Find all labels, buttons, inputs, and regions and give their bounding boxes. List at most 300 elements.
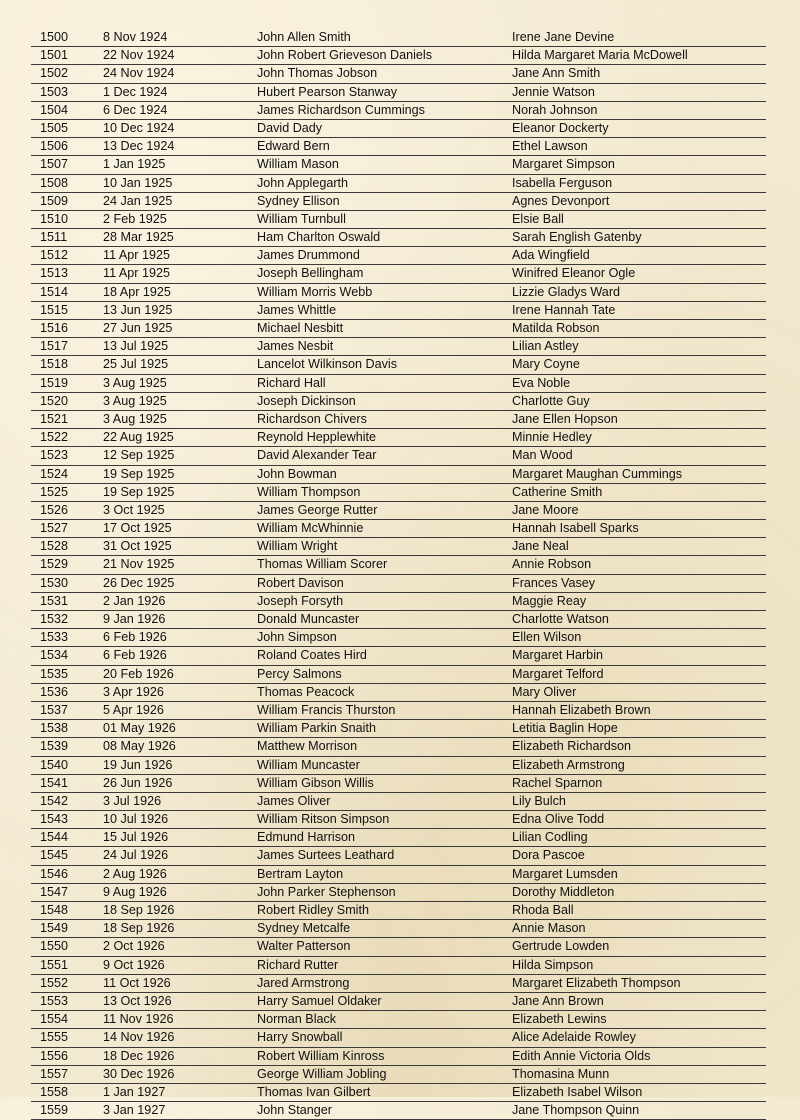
table-row xyxy=(31,411,766,429)
marriage-date: 17 Oct 1925 xyxy=(103,521,172,536)
groom-name: Donald Muncaster xyxy=(257,612,360,626)
table-row xyxy=(31,120,766,138)
groom-name: William Parkin Snaith xyxy=(257,721,376,736)
marriage-date: 2 Oct 1926 xyxy=(103,939,165,954)
bride-name: Lily Bulch xyxy=(512,793,566,808)
bride-name: Irene Jane Devine xyxy=(512,30,615,44)
bride-name: Hilda Simpson xyxy=(512,957,594,972)
entry-number: 1530 xyxy=(40,575,69,590)
table-row xyxy=(31,320,766,338)
table-row xyxy=(31,47,766,65)
marriage-date: 31 Oct 1925 xyxy=(103,539,172,554)
marriage-date: 10 Jan 1925 xyxy=(103,175,173,190)
table-row xyxy=(31,29,766,47)
marriage-date: 1 Jan 1925 xyxy=(103,157,166,172)
groom-name: William Muncaster xyxy=(257,757,360,772)
table-row xyxy=(31,1011,766,1029)
table-row xyxy=(31,738,766,756)
marriage-date: 30 Dec 1926 xyxy=(103,1066,175,1081)
groom-name: Thomas Ivan Gilbert xyxy=(257,1084,371,1099)
groom-name: James Richardson Cummings xyxy=(257,102,425,117)
table-row xyxy=(31,338,766,356)
marriage-date: 9 Oct 1926 xyxy=(103,957,165,972)
marriage-date: 2 Jan 1926 xyxy=(103,593,166,608)
groom-name: George William Jobling xyxy=(257,1066,387,1081)
bride-name: Rhoda Ball xyxy=(512,903,574,917)
entry-number: 1538 xyxy=(40,721,69,736)
bride-name: Elsie Ball xyxy=(512,211,564,226)
bride-name: Jane Moore xyxy=(512,502,579,517)
table-row xyxy=(31,375,766,393)
table-row xyxy=(31,684,766,702)
bride-name: Margaret Lumsden xyxy=(512,866,618,881)
groom-name: Reynold Hepplewhite xyxy=(257,430,377,445)
bride-name: Gertrude Lowden xyxy=(512,939,610,954)
groom-name: William Morris Webb xyxy=(257,284,373,299)
marriage-date: 11 Oct 1926 xyxy=(103,975,171,990)
bride-name: Hilda Margaret Maria McDowell xyxy=(512,48,688,63)
table-row xyxy=(31,702,766,720)
groom-name: Matthew Morrison xyxy=(257,739,358,754)
groom-name: John Allen Smith xyxy=(257,30,351,44)
bride-name: Hannah Isabell Sparks xyxy=(512,521,639,536)
bride-name: Jane Ann Brown xyxy=(512,993,604,1008)
marriage-date: 19 Sep 1925 xyxy=(103,466,175,481)
bride-name: Ada Wingfield xyxy=(512,248,590,263)
entry-number: 1551 xyxy=(40,957,69,972)
entry-number: 1533 xyxy=(40,630,69,645)
table-row xyxy=(31,647,766,665)
bride-name: Jane Neal xyxy=(512,539,569,554)
marriage-date: 18 Dec 1926 xyxy=(103,1048,175,1063)
table-row xyxy=(31,847,766,865)
table-row xyxy=(31,829,766,847)
marriage-date: 9 Jan 1926 xyxy=(103,612,166,626)
entry-number: 1521 xyxy=(40,411,69,426)
entry-number: 1515 xyxy=(40,302,69,317)
groom-name: William Turnbull xyxy=(257,211,346,226)
bride-name: Lizzie Gladys Ward xyxy=(512,284,621,299)
marriage-date: 6 Feb 1926 xyxy=(103,630,167,645)
groom-name: William Thompson xyxy=(257,484,361,499)
bride-name: Jane Ellen Hopson xyxy=(512,411,618,426)
bride-name: Minnie Hedley xyxy=(512,430,592,445)
table-row xyxy=(31,284,766,302)
groom-name: James Surtees Leathard xyxy=(257,848,395,863)
entry-number: 1529 xyxy=(40,557,69,572)
bride-name: Lilian Astley xyxy=(512,339,579,354)
bride-name: Elizabeth Isabel Wilson xyxy=(512,1084,643,1099)
groom-name: Harry Snowball xyxy=(257,1030,343,1045)
bride-name: Frances Vasey xyxy=(512,575,596,590)
bride-name: Margaret Maughan Cummings xyxy=(512,466,683,481)
marriage-date: 11 Apr 1925 xyxy=(103,266,170,281)
marriage-date: 6 Dec 1924 xyxy=(103,102,168,117)
table-row xyxy=(31,484,766,502)
entry-number: 1557 xyxy=(40,1066,69,1081)
entry-number: 1523 xyxy=(40,448,69,463)
groom-name: John Bowman xyxy=(257,466,337,481)
table-row xyxy=(31,193,766,211)
table-row xyxy=(31,993,766,1011)
groom-name: Hubert Pearson Stanway xyxy=(257,84,398,99)
table-row xyxy=(31,302,766,320)
bride-name: Jennie Watson xyxy=(512,84,595,99)
groom-name: Percy Salmons xyxy=(257,666,342,681)
entry-number: 1537 xyxy=(40,702,69,717)
marriage-date: 22 Aug 1925 xyxy=(103,430,174,445)
marriage-date: 18 Sep 1926 xyxy=(103,921,175,936)
bride-name: Matilda Robson xyxy=(512,321,600,335)
table-row xyxy=(31,938,766,956)
groom-name: Richard Rutter xyxy=(257,957,339,972)
table-row xyxy=(31,556,766,574)
groom-name: William Ritson Simpson xyxy=(257,812,390,827)
entry-number: 1555 xyxy=(40,1030,69,1045)
groom-name: John Stanger xyxy=(257,1103,332,1118)
entry-number: 1513 xyxy=(40,266,69,281)
bride-name: Mary Oliver xyxy=(512,684,577,699)
marriage-date: 26 Jun 1926 xyxy=(103,775,173,790)
groom-name: James Nesbit xyxy=(257,339,334,354)
entry-number: 1503 xyxy=(40,84,69,99)
marriage-date: 11 Apr 1925 xyxy=(103,248,170,263)
bride-name: Eva Noble xyxy=(512,375,571,390)
bride-name: Thomasina Munn xyxy=(512,1066,610,1081)
marriage-date: 8 Nov 1924 xyxy=(103,30,168,44)
marriage-date: 27 Jun 1925 xyxy=(103,321,173,335)
entry-number: 1542 xyxy=(40,793,69,808)
groom-name: John Thomas Jobson xyxy=(257,66,378,81)
bride-name: Margaret Telford xyxy=(512,666,604,681)
entry-number: 1528 xyxy=(40,539,69,554)
marriage-date: 15 Jul 1926 xyxy=(103,830,169,845)
bride-name: Elizabeth Lewins xyxy=(512,1012,607,1027)
bride-name: Jane Ann Smith xyxy=(512,66,601,81)
bride-name: Catherine Smith xyxy=(512,484,603,499)
entry-number: 1512 xyxy=(40,248,69,263)
groom-name: John Robert Grieveson Daniels xyxy=(257,48,433,63)
table-row xyxy=(31,629,766,647)
groom-name: Michael Nesbitt xyxy=(257,321,344,335)
entry-number: 1509 xyxy=(40,193,69,208)
marriage-date: 3 Aug 1925 xyxy=(103,411,167,426)
table-row xyxy=(31,593,766,611)
bride-name: Elizabeth Richardson xyxy=(512,739,632,754)
table-row xyxy=(31,957,766,975)
table-row xyxy=(31,793,766,811)
entry-number: 1554 xyxy=(40,1012,69,1027)
groom-name: Norman Black xyxy=(257,1012,337,1027)
entry-number: 1548 xyxy=(40,903,69,917)
entry-number: 1505 xyxy=(40,120,69,135)
entry-number: 1507 xyxy=(40,157,69,172)
groom-name: Thomas Peacock xyxy=(257,684,355,699)
marriage-date: 13 Jun 1925 xyxy=(103,302,173,317)
bride-name: Charlotte Guy xyxy=(512,393,590,408)
entry-number: 1506 xyxy=(40,139,69,154)
groom-name: Joseph Dickinson xyxy=(257,393,356,408)
groom-name: James Oliver xyxy=(257,793,331,808)
table-row xyxy=(31,102,766,120)
entry-number: 1508 xyxy=(40,175,69,190)
marriage-date: 1 Jan 1927 xyxy=(103,1084,166,1099)
groom-name: Thomas William Scorer xyxy=(257,557,388,572)
marriage-date: 1 Dec 1924 xyxy=(103,84,168,99)
entry-number: 1539 xyxy=(40,739,69,754)
table-row xyxy=(31,1084,766,1102)
table-row xyxy=(31,84,766,102)
groom-name: David Dady xyxy=(257,120,323,135)
marriage-date: 13 Oct 1926 xyxy=(103,993,172,1008)
groom-name: Harry Samuel Oldaker xyxy=(257,993,382,1008)
bride-name: Maggie Reay xyxy=(512,593,587,608)
marriage-date: 24 Nov 1924 xyxy=(103,66,175,81)
bride-name: Ellen Wilson xyxy=(512,630,582,645)
entry-number: 1545 xyxy=(40,848,69,863)
groom-name: Lancelot Wilkinson Davis xyxy=(257,357,397,372)
entry-number: 1500 xyxy=(40,30,69,44)
table-row xyxy=(31,538,766,556)
marriage-date: 24 Jul 1926 xyxy=(103,848,169,863)
table-row xyxy=(31,811,766,829)
bride-name: Annie Robson xyxy=(512,557,592,572)
entry-number: 1518 xyxy=(40,357,69,372)
groom-name: Edmund Harrison xyxy=(257,830,355,845)
table-row xyxy=(31,466,766,484)
entry-number: 1527 xyxy=(40,521,69,536)
bride-name: Jane Thompson Quinn xyxy=(512,1103,640,1118)
table-row xyxy=(31,757,766,775)
entry-number: 1516 xyxy=(40,321,69,335)
marriage-date: 20 Feb 1926 xyxy=(103,666,174,681)
marriage-date: 25 Jul 1925 xyxy=(103,357,169,372)
table-row xyxy=(31,175,766,193)
groom-name: Ham Charlton Oswald xyxy=(257,230,381,245)
groom-name: Bertram Layton xyxy=(257,866,344,881)
marriage-date: 3 Oct 1925 xyxy=(103,502,165,517)
marriage-date: 24 Jan 1925 xyxy=(103,193,173,208)
groom-name: William McWhinnie xyxy=(257,521,364,536)
marriage-date: 14 Nov 1926 xyxy=(103,1030,175,1045)
entry-number: 1534 xyxy=(40,648,69,663)
groom-name: Sydney Ellison xyxy=(257,193,340,208)
table-row xyxy=(31,429,766,447)
marriage-date: 6 Feb 1926 xyxy=(103,648,167,663)
table-row xyxy=(31,265,766,283)
bride-name: Irene Hannah Tate xyxy=(512,302,616,317)
bride-name: Margaret Simpson xyxy=(512,157,615,172)
entry-number: 1519 xyxy=(40,375,69,390)
table-row xyxy=(31,1048,766,1066)
bride-name: Dorothy Middleton xyxy=(512,884,615,899)
table-row xyxy=(31,447,766,465)
marriage-register-table xyxy=(31,29,766,1120)
groom-name: Walter Patterson xyxy=(257,939,351,954)
groom-name: John Applegarth xyxy=(257,175,349,190)
marriage-date: 9 Aug 1926 xyxy=(103,884,167,899)
marriage-date: 11 Nov 1926 xyxy=(103,1012,174,1027)
bride-name: Eleanor Dockerty xyxy=(512,120,609,135)
entry-number: 1549 xyxy=(40,921,69,936)
entry-number: 1514 xyxy=(40,284,69,299)
groom-name: John Parker Stephenson xyxy=(257,884,396,899)
groom-name: Roland Coates Hird xyxy=(257,648,367,663)
marriage-date: 28 Mar 1925 xyxy=(103,230,174,245)
groom-name: David Alexander Tear xyxy=(257,448,377,463)
bride-name: Margaret Harbin xyxy=(512,648,603,663)
marriage-date: 2 Aug 1926 xyxy=(103,866,167,881)
bride-name: Agnes Devonport xyxy=(512,193,610,208)
marriage-date: 3 Jan 1927 xyxy=(103,1103,166,1118)
groom-name: Robert Davison xyxy=(257,575,344,590)
table-row xyxy=(31,1029,766,1047)
groom-name: Edward Bern xyxy=(257,139,330,154)
table-row xyxy=(31,156,766,174)
groom-name: Robert William Kinross xyxy=(257,1048,385,1063)
entry-number: 1546 xyxy=(40,866,69,881)
bride-name: Isabella Ferguson xyxy=(512,175,613,190)
bride-name: Edith Annie Victoria Olds xyxy=(512,1048,651,1063)
table-row xyxy=(31,229,766,247)
groom-name: Richardson Chivers xyxy=(257,411,367,426)
entry-number: 1502 xyxy=(40,66,69,81)
groom-name: James George Rutter xyxy=(257,502,378,517)
table-row xyxy=(31,138,766,156)
bride-name: Norah Johnson xyxy=(512,102,598,117)
bride-name: Alice Adelaide Rowley xyxy=(512,1030,636,1045)
entry-number: 1547 xyxy=(40,884,69,899)
entry-number: 1532 xyxy=(40,612,69,626)
groom-name: William Mason xyxy=(257,157,339,172)
entry-number: 1544 xyxy=(40,830,69,845)
entry-number: 1536 xyxy=(40,684,69,699)
entry-number: 1522 xyxy=(40,430,69,445)
groom-name: James Drummond xyxy=(257,248,360,263)
bride-name: Elizabeth Armstrong xyxy=(512,757,625,772)
entry-number: 1552 xyxy=(40,975,69,990)
marriage-date: 10 Dec 1924 xyxy=(103,120,175,135)
entry-number: 1559 xyxy=(40,1103,69,1118)
table-row xyxy=(31,393,766,411)
table-row xyxy=(31,247,766,265)
marriage-date: 22 Nov 1924 xyxy=(103,48,175,63)
marriage-date: 13 Jul 1925 xyxy=(103,339,169,354)
entry-number: 1556 xyxy=(40,1048,69,1063)
bride-name: Sarah English Gatenby xyxy=(512,230,642,245)
entry-number: 1550 xyxy=(40,939,69,954)
table-row xyxy=(31,902,766,920)
bride-name: Winifred Eleanor Ogle xyxy=(512,266,636,281)
entry-number: 1510 xyxy=(40,211,69,226)
groom-name: William Wright xyxy=(257,539,338,554)
entry-number: 1526 xyxy=(40,502,69,517)
table-row xyxy=(31,611,766,629)
table-row xyxy=(31,520,766,538)
bride-name: Edna Olive Todd xyxy=(512,812,605,827)
entry-number: 1541 xyxy=(40,775,69,790)
groom-name: Sydney Metcalfe xyxy=(257,921,351,936)
table-row xyxy=(31,356,766,374)
table-row xyxy=(31,975,766,993)
entry-number: 1525 xyxy=(40,484,69,499)
bride-name: Man Wood xyxy=(512,448,573,463)
bride-name: Rachel Sparnon xyxy=(512,775,603,790)
entry-number: 1520 xyxy=(40,393,69,408)
table-row xyxy=(31,920,766,938)
groom-name: William Gibson Willis xyxy=(257,775,374,790)
marriage-date: 18 Sep 1926 xyxy=(103,903,175,917)
marriage-date: 3 Apr 1926 xyxy=(103,684,164,699)
table-row xyxy=(31,1066,766,1084)
marriage-date: 2 Feb 1925 xyxy=(103,211,167,226)
bride-name: Letitia Baglin Hope xyxy=(512,721,618,736)
table-row xyxy=(31,65,766,83)
groom-name: Joseph Forsyth xyxy=(257,593,344,608)
table-row xyxy=(31,575,766,593)
bride-name: Margaret Elizabeth Thompson xyxy=(512,975,681,990)
groom-name: Robert Ridley Smith xyxy=(257,903,369,917)
groom-name: Jared Armstrong xyxy=(257,975,350,990)
marriage-date: 13 Dec 1924 xyxy=(103,139,175,154)
bride-name: Lilian Codling xyxy=(512,830,588,845)
bride-name: Ethel Lawson xyxy=(512,139,588,154)
entry-number: 1553 xyxy=(40,993,69,1008)
groom-name: Richard Hall xyxy=(257,375,326,390)
table-row xyxy=(31,1102,766,1120)
groom-name: John Simpson xyxy=(257,630,337,645)
marriage-date: 3 Jul 1926 xyxy=(103,793,162,808)
table-row xyxy=(31,884,766,902)
marriage-date: 26 Dec 1925 xyxy=(103,575,175,590)
bride-name: Dora Pascoe xyxy=(512,848,585,863)
marriage-date: 18 Apr 1925 xyxy=(103,284,171,299)
marriage-date: 10 Jul 1926 xyxy=(103,812,169,827)
marriage-date: 21 Nov 1925 xyxy=(103,557,175,572)
marriage-date: 19 Jun 1926 xyxy=(103,757,173,772)
entry-number: 1535 xyxy=(40,666,69,681)
table-row xyxy=(31,720,766,738)
marriage-date: 19 Sep 1925 xyxy=(103,484,175,499)
marriage-date: 5 Apr 1926 xyxy=(103,702,164,717)
table-row xyxy=(31,211,766,229)
entry-number: 1511 xyxy=(40,230,68,245)
groom-name: William Francis Thurston xyxy=(257,702,396,717)
table-row xyxy=(31,502,766,520)
groom-name: Joseph Bellingham xyxy=(257,266,364,281)
entry-number: 1517 xyxy=(40,339,69,354)
bride-name: Mary Coyne xyxy=(512,357,580,372)
marriage-date: 12 Sep 1925 xyxy=(103,448,175,463)
bride-name: Charlotte Watson xyxy=(512,612,609,626)
entry-number: 1531 xyxy=(40,593,69,608)
entry-number: 1524 xyxy=(40,466,69,481)
entry-number: 1504 xyxy=(40,102,69,117)
entry-number: 1543 xyxy=(40,812,69,827)
groom-name: James Whittle xyxy=(257,302,337,317)
marriage-date: 3 Aug 1925 xyxy=(103,393,167,408)
marriage-date: 08 May 1926 xyxy=(103,739,176,754)
bride-name: Hannah Elizabeth Brown xyxy=(512,702,651,717)
table-row xyxy=(31,866,766,884)
marriage-date: 01 May 1926 xyxy=(103,721,176,736)
entry-number: 1540 xyxy=(40,757,69,772)
table-row xyxy=(31,666,766,684)
marriage-date: 3 Aug 1925 xyxy=(103,375,167,390)
entry-number: 1558 xyxy=(40,1084,69,1099)
bride-name: Annie Mason xyxy=(512,921,586,936)
entry-number: 1501 xyxy=(40,48,69,63)
